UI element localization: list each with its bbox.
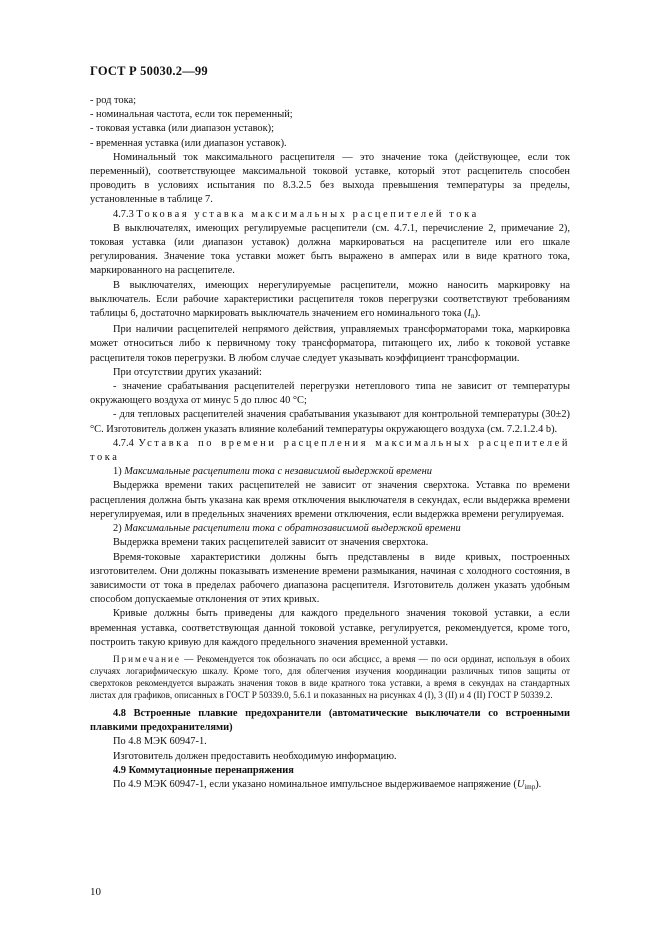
note (90, 653, 570, 701)
section-number: 4.7.4 (113, 437, 134, 449)
paragraph: - значение срабатывания расцепителей перегрузки нетеплового типа не зависит от температуры окружающего воздуха от минус 5 до плюс 40 °С; (90, 381, 570, 407)
paragraph: Выдержка времени таких расцепителей не зависит от значения сверхтока. Уставка по времени расцепления должна быть указана как время отключения выключателя в секундах, если выдержка времени нерегулируемая, или в предельных значениях времени отключения, если выдержка времени регулируемая. (90, 480, 570, 520)
item-2-heading (90, 522, 570, 536)
item-1-heading (90, 465, 570, 479)
section-title: Уставка по времени расцепления максимальных расцепителей тока (90, 437, 570, 464)
standard-header: ГОСТ Р 50030.2—99 (90, 64, 208, 78)
section-number: 4.7.3 (113, 208, 134, 220)
paragraph: По 4.8 МЭК 60947-1. (113, 736, 207, 748)
list-item: - номинальная частота, если ток переменный; (90, 109, 293, 121)
paragraph: При наличии расцепителей непрямого действия, управляемых трансформаторами тока, маркировка может относиться либо к первичному току трансформатора, питающего их, либо к токовой уставке расцепителя токов перегрузки. В любом случае следует указывать коэффициент трансформации. (90, 324, 570, 364)
item-title: Максимальные расцепители тока с независимой выдержкой времени (124, 466, 432, 478)
paragraph-impulse-voltage (90, 778, 570, 794)
list-item: - род тока; (90, 95, 137, 106)
voltage-subscript: imp (524, 782, 536, 791)
section-4-7-3-heading (90, 208, 570, 222)
paragraph: При отсутствии других указаний: (113, 366, 262, 378)
list-item: - токовая уставка (или диапазон уставок); (90, 123, 274, 135)
paragraph: Кривые должны быть приведены для каждого предельного значения токовой уставки, а если временная уставка, соответствующая данной токовой уставке, регулируется, рекомендуется, кроме того, построить такую кривую для каждого предельного значения временной уставки. (90, 608, 570, 648)
note-text: — Рекомендуется ток обозначать по оси абсцисс, а время — по оси ординат, используя в обоих случаях логарифмическую шкалу. Кроме того, для облегчения изучения координации различных типов защиты от сверхтоков рекомендуется выражать значения токов в виде кратного тока уставки, а время в секундах на стандартных листах для графиков, описанных в ГОСТ Р 50339.0, 5.6.1 и показанных на рисунках 4 (I), 3 (II) и 4 (II) ГОСТ Р 50339.2. (90, 653, 570, 700)
page-number: 10 (90, 886, 101, 898)
paragraph: В выключателях, имеющих регулируемые расцепители (см. 4.7.1, перечисление 2, примечание 2), токовая уставка (или диапазон уставок) должна маркироваться на расцепителе или его шкале регулирования. Значение тока уставки может быть выражено в амперах или в виде кратного тока, маркированного на расцепителе. (90, 222, 570, 277)
item-number: 2) (113, 523, 122, 535)
current-subscript: n (470, 312, 475, 321)
text-run: ). (474, 308, 481, 320)
list-item: - временная уставка (или диапазон уставок). (90, 137, 287, 149)
section-4-9-heading: 4.9 Коммутационные перенапряжения (113, 764, 294, 776)
paragraph: Изготовитель должен предоставить необходимую информацию. (113, 750, 397, 762)
paragraph: Время-токовые характеристики должны быть представлены в виде кривых, построенных изготовителем. Они должны показывать изменение времени размыкания, начиная с холодного состояния, в зависимости от тока в пределах рабочего диапазона расцепителя. Изготовитель должен указать удобным способом допускаемые отклонения от этих кривых. (90, 551, 570, 606)
section-4-7-4-heading (90, 437, 570, 465)
item-number: 1) (113, 466, 122, 478)
document-body (90, 94, 570, 794)
paragraph: - для тепловых расцепителей значения срабатывания указывают для контрольной температуры (30±2) °С. Изготовитель должен указать влияние колебаний температуры окружающего воздуха (см. 7.2.1.2.4 b). (90, 409, 570, 435)
section-4-8-heading: 4.8 Встроенные плавкие предохранители (автоматические выключатели со встроенными плавкими предохранителями) (90, 707, 570, 734)
note-label: Примечание (113, 653, 181, 664)
paragraph-nominal-marking (90, 279, 570, 324)
voltage-symbol: U (516, 778, 525, 790)
text-run: ). (535, 778, 542, 790)
paragraph-nominal-current: Номинальный ток максимального расцепителя — это значение тока (действующее, если ток переменный), соответствующее максимальной токовой уставке, который этот расцепитель способен проводить в условиях испытания по 8.3.2.5 без выхода превышения температуры за пределы, установленные в таблице 7. (90, 151, 570, 206)
current-symbol: I (467, 308, 471, 320)
paragraph: Выдержка времени таких расцепителей зависит от значения сверхтока. (113, 537, 429, 549)
item-title: Максимальные расцепители тока с обратнозависимой выдержкой времени (124, 523, 461, 535)
text-run: В выключателях, имеющих нерегулируемые расцепители, можно наносить маркировку на выключатель. Если рабочие характеристики расцепителя токов перегрузки соответствуют требованиям таблицы 6, достаточно маркировать выключатель значением его номинального тока ( (90, 279, 570, 320)
text-run: По 4.9 МЭК 60947-1, если указано номинальное импульсное выдерживаемое напряжение ( (113, 778, 517, 790)
section-title: Токовая уставка максимальных расцепителей тока (136, 208, 479, 220)
